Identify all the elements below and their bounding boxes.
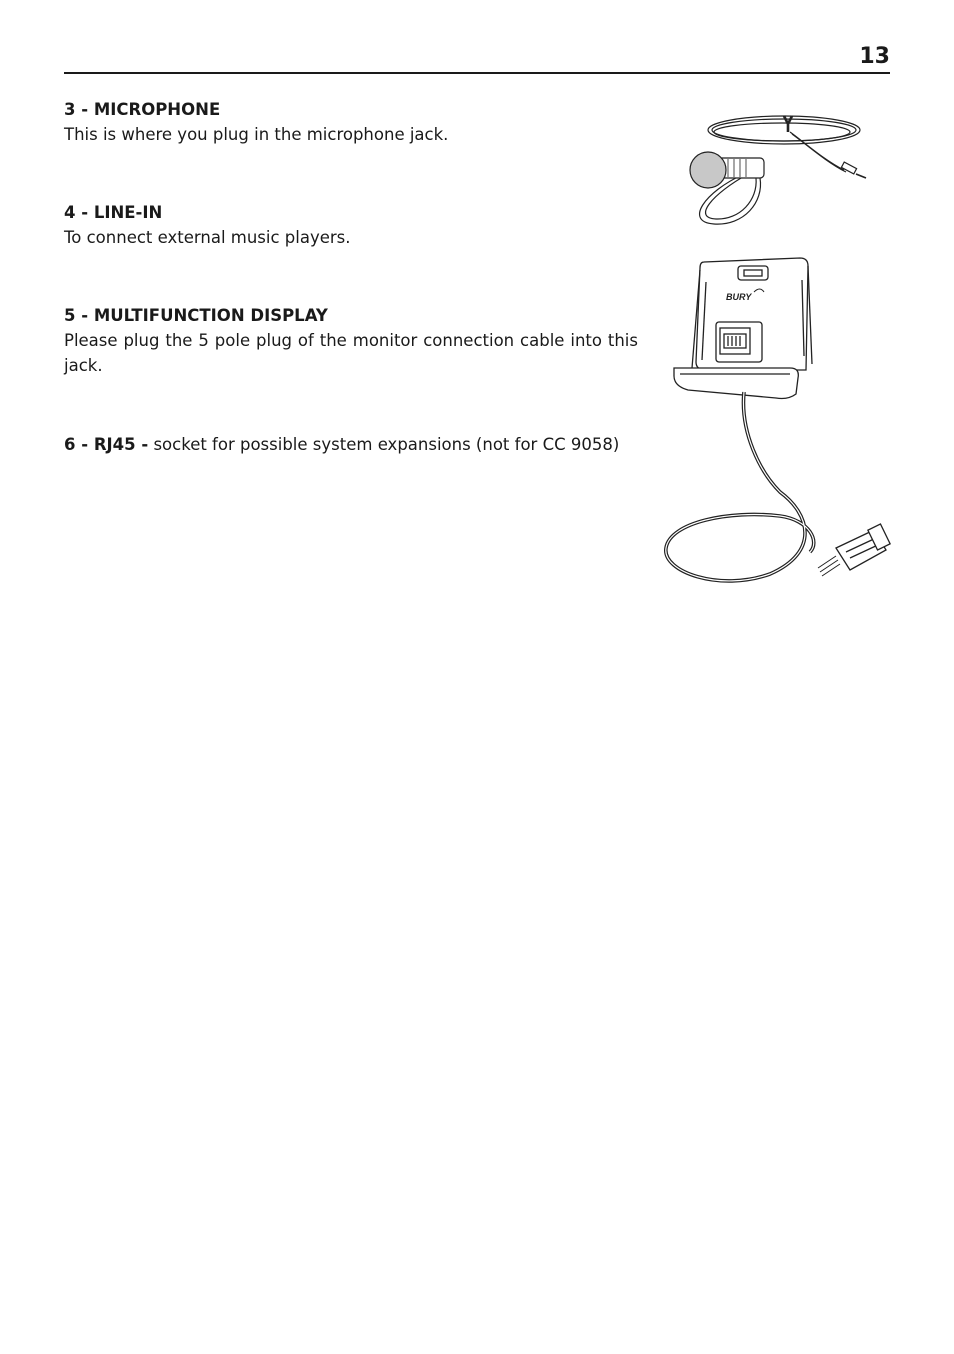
- section-heading: 4 - LINE-IN: [64, 203, 163, 222]
- microphone-illustration: [684, 102, 870, 230]
- cradle-logo: BURY: [726, 292, 752, 302]
- section-body-inline: [64, 432, 638, 457]
- section-heading: 3 - MICROPHONE: [64, 100, 221, 119]
- section-line-in: [64, 200, 638, 250]
- section-multifunction-display: [64, 303, 638, 378]
- section-body: This is where you plug in the microphone jack.: [64, 125, 449, 144]
- cradle-illustration: [660, 252, 896, 592]
- page-number: 13: [859, 44, 890, 69]
- section-text: socket for possible system expansions (not for CC 9058): [148, 435, 620, 454]
- section-microphone: [64, 97, 638, 147]
- section-rj45: [64, 432, 638, 457]
- section-body: Please plug the 5 pole plug of the monitor connection cable into this jack.: [64, 331, 638, 375]
- section-heading: 5 - MULTIFUNCTION DISPLAY: [64, 306, 328, 325]
- section-body: To connect external music players.: [64, 228, 351, 247]
- header-rule: [64, 72, 890, 74]
- section-heading: 6 - RJ45 -: [64, 435, 149, 454]
